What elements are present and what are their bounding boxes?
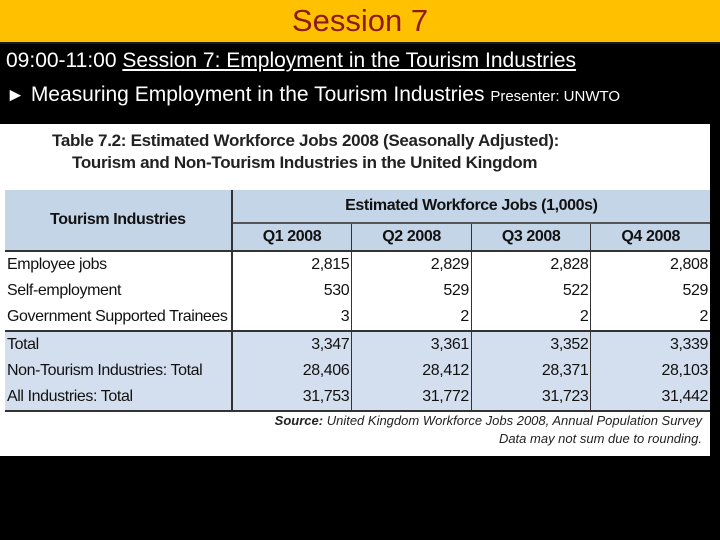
source-note xyxy=(275,412,702,448)
cell-value: 2,829 xyxy=(352,251,472,278)
row-label: Non-Tourism Industries: Total xyxy=(5,358,232,384)
cell-value: 529 xyxy=(352,278,472,304)
left-header: Tourism Industries xyxy=(5,190,232,251)
workforce-table xyxy=(5,190,710,412)
row-label: Self-employment xyxy=(5,278,232,304)
table-row xyxy=(5,278,710,304)
session-link[interactable]: Session 7: Employment in the Tourism Industries xyxy=(122,49,577,72)
cell-value: 3 xyxy=(232,304,352,331)
col-header-q2: Q2 2008 xyxy=(352,223,472,251)
session-line xyxy=(6,49,576,73)
cell-value: 530 xyxy=(232,278,352,304)
cell-value: 2 xyxy=(352,304,472,331)
table-row xyxy=(5,384,710,411)
cell-value: 31,723 xyxy=(471,384,591,411)
row-label: Employee jobs xyxy=(5,251,232,278)
cell-value: 2,808 xyxy=(591,251,710,278)
topic-text: Measuring Employment in the Tourism Industries xyxy=(30,83,485,106)
cell-value: 28,412 xyxy=(352,358,472,384)
cell-value: 3,361 xyxy=(352,331,472,358)
cell-value: 522 xyxy=(471,278,591,304)
col-header-q1: Q1 2008 xyxy=(232,223,352,251)
cell-value: 28,371 xyxy=(471,358,591,384)
cell-value: 31,772 xyxy=(352,384,472,411)
row-label: Total xyxy=(5,331,232,358)
table-header-row xyxy=(5,190,710,223)
cell-value: 3,347 xyxy=(232,331,352,358)
rounding-note: Data may not sum due to rounding. xyxy=(498,431,702,446)
table-row xyxy=(5,304,710,331)
cell-value: 2 xyxy=(591,304,710,331)
table-row xyxy=(5,251,710,278)
cell-value: 28,103 xyxy=(591,358,710,384)
col-header-q4: Q4 2008 xyxy=(591,223,710,251)
cell-value: 28,406 xyxy=(232,358,352,384)
cell-value: 2 xyxy=(471,304,591,331)
cell-value: 3,339 xyxy=(591,331,710,358)
topic-line xyxy=(6,83,620,107)
cell-value: 529 xyxy=(591,278,710,304)
cell-value: 2,828 xyxy=(471,251,591,278)
cell-value: 31,753 xyxy=(232,384,352,411)
presenter-text: Presenter: UNWTO xyxy=(490,88,621,105)
cell-value: 2,815 xyxy=(232,251,352,278)
slide-title: Session 7 xyxy=(291,3,429,38)
bullet-arrow-icon: ► xyxy=(6,85,25,106)
cell-value: 31,442 xyxy=(591,384,710,411)
row-label: Government Supported Trainees xyxy=(5,304,232,331)
table-title xyxy=(52,130,559,174)
table-row xyxy=(5,358,710,384)
row-label: All Industries: Total xyxy=(5,384,232,411)
title-bar xyxy=(0,0,720,44)
cell-value: 3,352 xyxy=(471,331,591,358)
col-header-q3: Q3 2008 xyxy=(471,223,591,251)
table-image-panel xyxy=(0,124,710,456)
table-title-line2: Tourism and Non-Tourism Industries in the United Kingdom xyxy=(72,153,538,172)
source-label: Source: xyxy=(274,413,324,428)
table-title-line1: Table 7.2: Estimated Workforce Jobs 2008 (Seasonally Adjusted): xyxy=(52,131,560,150)
source-text: United Kingdom Workforce Jobs 2008, Annual Population Survey xyxy=(326,413,702,428)
table-row xyxy=(5,331,710,358)
main-header: Estimated Workforce Jobs (1,000s) xyxy=(232,190,710,223)
session-time: 09:00-11:00 xyxy=(6,49,117,72)
